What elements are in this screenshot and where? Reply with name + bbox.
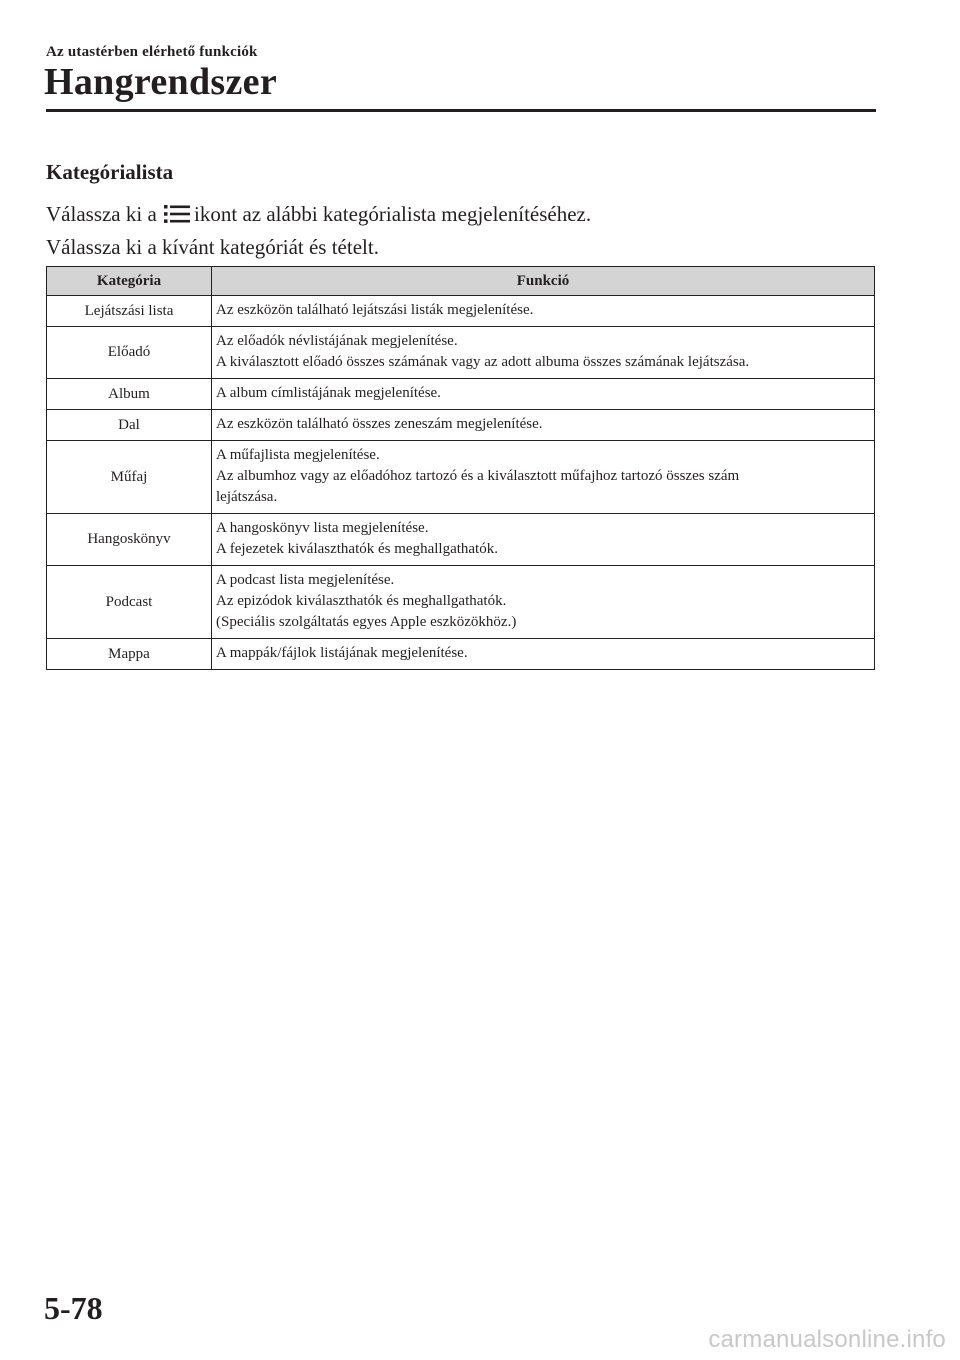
function-cell [212,639,875,670]
function-cell [212,441,875,514]
function-line: Az epizódok kiválaszthatók és meghallgathatók. [216,593,507,609]
category-cell: Podcast [47,566,212,639]
table-row [47,639,875,670]
watermark: carmanualsonline.info [708,1326,946,1353]
table-row [47,566,875,639]
page-number: 5-78 [44,1290,103,1326]
function-cell [212,327,875,379]
list-icon [164,203,190,225]
function-line: Az eszközön található lejátszási listák megjelenítése. [216,302,534,318]
function-line: lejátszása. [216,489,278,505]
function-line: Az eszközön található összes zeneszám megjelenítése. [216,416,543,432]
table-row [47,514,875,566]
category-table [46,266,875,670]
function-line: A kiválasztott előadó összes számának vagy az adott albuma összes számának lejátszása. [216,354,750,370]
category-cell: Műfaj [47,441,212,514]
page-title: Hangrendszer [44,61,277,103]
category-cell: Album [47,379,212,410]
function-line: Az albumhoz vagy az előadóhoz tartozó és a kiválasztott műfajhoz tartozó összes szám [216,468,740,484]
function-cell [212,566,875,639]
category-cell: Lejátszási lista [47,296,212,327]
function-line: A műfajlista megjelenítése. [216,447,380,463]
table-header-row [47,267,875,296]
title-divider [46,109,876,112]
intro-line-1-start: Válassza ki a [46,202,157,226]
function-cell [212,379,875,410]
chapter-kicker: Az utastérben elérhető funkciók [46,44,258,60]
function-line: A mappák/fájlok listájának megjelenítése. [216,645,468,661]
intro-line-1-end: ikont az alábbi kategórialista megjelenítéséhez. [194,202,592,226]
function-line: A fejezetek kiválaszthatók és meghallgathatók. [216,541,498,557]
function-cell [212,296,875,327]
category-cell: Hangoskönyv [47,514,212,566]
column-header-category: Kategória [47,267,212,296]
intro-line-2: Válassza ki a kívánt kategóriát és tételt. [46,235,379,259]
function-cell [212,410,875,441]
category-cell: Előadó [47,327,212,379]
function-line: A hangoskönyv lista megjelenítése. [216,520,429,536]
category-cell: Mappa [47,639,212,670]
function-line: A podcast lista megjelenítése. [216,572,395,588]
table-row [47,410,875,441]
function-line: A album címlistájának megjelenítése. [216,385,441,401]
intro-text [46,198,591,264]
function-line: (Speciális szolgáltatás egyes Apple eszközökhöz.) [216,614,517,630]
function-line: Az előadók névlistájának megjelenítése. [216,333,458,349]
intro-line-1 [46,198,591,231]
function-cell [212,514,875,566]
table-row [47,441,875,514]
table-row [47,379,875,410]
column-header-function: Funkció [212,267,875,296]
category-cell: Dal [47,410,212,441]
section-heading: Kategórialista [46,160,174,184]
table-row [47,327,875,379]
table-row [47,296,875,327]
